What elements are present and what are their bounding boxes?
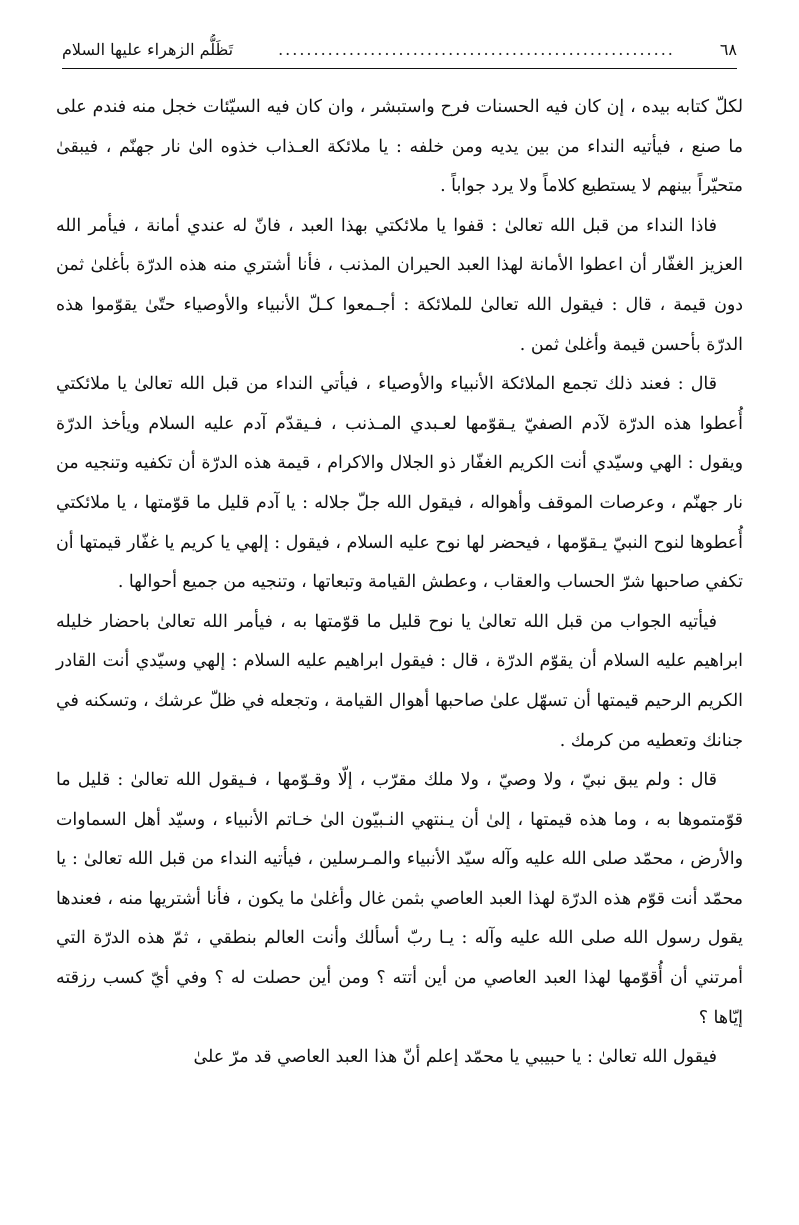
header-rule <box>62 68 737 69</box>
paragraph-2: فاذا النداء من قبل الله تعالىٰ : قفوا يا ملائكتي بهذا العبد ، فانّ له عندي أمانة ، فيأمر الله العزيز الغفّار أن اعطوا الأمانة لهذا العبد الحيران المذنب ، فأنا أشتري منه هذه الدرّة بأغلىٰ ثمن دون قيمة ، قال : فيقول الله تعالىٰ للملائكة : أجـمعوا كـلّ الأنبياء والأوصياء حتّىٰ يقوّموا هذه الدرّة بأحسن قيمة وأغلىٰ ثمن . <box>56 215 743 355</box>
page-body <box>56 88 743 1078</box>
paragraph-3: قال : فعند ذلك تجمع الملائكة الأنبياء والأوصياء ، فيأتي النداء من قبل الله تعالىٰ يا ملائكتي أُعطوا هذه الدرّة لآدم الصفيّ يـقوّمها لعـبدي المـذنب ، فـيقدّم آدم عليه السلام ويأخذ الدرّة ويقول : الهي وسيّدي أنت الكريم الغفّار ذو الجلال والاكرام ، قيمة هذه الدرّة أن تكفيه وتنجيه من نار جهنّم ، وعرصات الموقف وأهواله ، فيقول الله جلّ جلاله : يا آدم قليل ما قوّمتها ، يا ملائكتي أُعطوها لنوح النبيّ يـقوّمها ، فيحضر لها نوح عليه السلام ، فيقول : إلهي يا كريم يا غفّار قيمتها أن تكفي صاحبها شرّ الحساب والعقاب ، وعطش القيامة وتبعاتها ، وتنجيه من جميع أحوالها . <box>56 374 743 593</box>
page-number: ٦٨ <box>719 39 737 59</box>
running-header <box>62 34 737 64</box>
paragraph-4: فيأتيه الجواب من قبل الله تعالىٰ يا نوح قليل ما قوّمتها به ، فيأمر الله تعالىٰ باحضار خليله ابراهيم عليه السلام أن يقوّم الدرّة ، قال : فيقول ابراهيم عليه السلام : إلهي وسيّدي أنت القادر الكريم الرحيم قيمتها أن تسهّل علىٰ صاحبها أهوال القيامة ، وتجعله في ظلّ عرشك ، وتسكنه في جنانك وتعطيه من كرمك . <box>56 611 743 751</box>
book-title: تَظَلُّم الزهراء عليها السلام <box>62 39 234 59</box>
paragraph-6: فيقول الله تعالىٰ : يا حبيبي يا محمّد إعلم أنّ هذا العبد العاصي قد مرّ علىٰ <box>193 1047 717 1068</box>
paragraph-5: قال : ولم يبق نبيّ ، ولا وصيّ ، ولا ملك مقرّب ، إلّا وقـوّمها ، فـيقول الله تعالىٰ : قليل ما قوّمتموها به ، وما هذه قيمتها ، إلىٰ أن يـنتهي النـبيّون الىٰ خـاتم الأنبياء ، وسيّد أهل السماوات والأرض ، محمّد صلى الله عليه وآله سيّد الأنبياء والمـرسلين ، فيأتيه النداء من قبل الله تعالىٰ : يا محمّد أنت قوّم هذه الدرّة لهذا العبد العاصي بثمن غال وأغلىٰ ما يكون ، فأنا أشتريها منه ، فعندها يقول رسول الله صلى الله عليه وآله : يـا ربّ أسألك وأنت العالم بنطقي ، ثمّ هذه الدرّة التي أمرتني أن أُقوّمها لهذا العبد العاصي من أين أتته ؟ ومن أين حصلت له ؟ وفي أيّ كسب رزقته إيّاها ؟ <box>56 770 743 1028</box>
header-leader-dots: ........................................................ <box>278 39 675 59</box>
paragraph-1: لكلّ كتابه بيده ، إن كان فيه الحسنات فرح واستبشر ، وان كان فيه السيّئات خجل منه فندم على ما صنع ، فيأتيه النداء من بين يديه ومن خلفه : يا ملائكة العـذاب خذوه الىٰ نار جهنّم ، فيبقىٰ متحيّراً بينهم لا يستطيع كلاماً ولا يرد جواباً . <box>56 97 743 197</box>
